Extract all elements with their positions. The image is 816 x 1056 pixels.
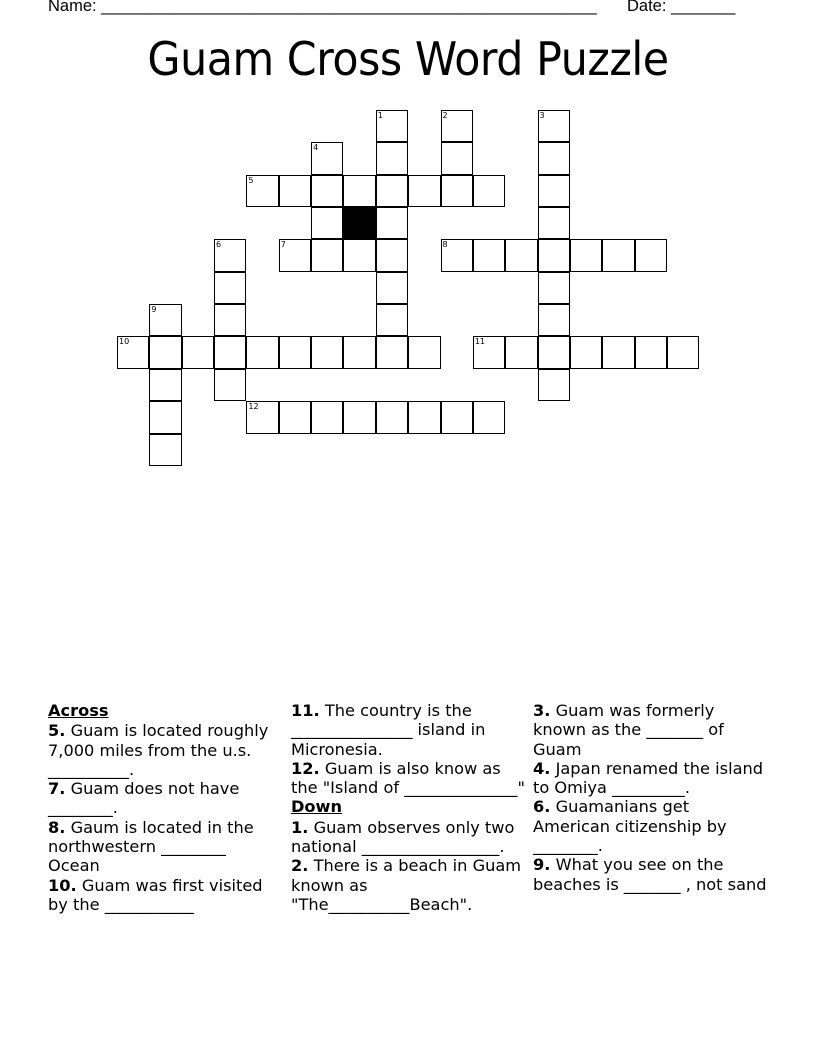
grid-cell[interactable] (149, 401, 181, 433)
grid-cell[interactable] (441, 401, 473, 433)
clue-across-10: 10. Guam was first visited by the ___________ (48, 875, 263, 914)
clue-number: 12 (248, 402, 259, 412)
clue-across-8: 8. Gaum is located in the northwestern ________ Ocean (48, 817, 254, 876)
grid-cell[interactable] (602, 336, 634, 368)
grid-cell[interactable] (538, 110, 570, 142)
name-field[interactable]: Name: ______________________________________________________ (48, 0, 597, 15)
date-field[interactable]: Date: _______ (627, 0, 736, 15)
clue-across-11: 11. The country is the _______________ island in Micronesia. (291, 701, 486, 759)
crossword-grid (0, 0, 816, 480)
grid-cell[interactable] (408, 336, 440, 368)
clue-number: 5 (248, 175, 254, 185)
grid-cell[interactable] (279, 401, 311, 433)
grid-cell[interactable] (343, 401, 375, 433)
grid-cell[interactable] (538, 142, 570, 174)
clues-column-3 (533, 701, 769, 894)
across-heading: Across (48, 701, 109, 720)
grid-cell[interactable] (570, 239, 602, 271)
grid-cell[interactable] (635, 239, 667, 271)
grid-cell[interactable] (505, 336, 537, 368)
grid-cell[interactable] (279, 239, 311, 271)
grid-cell[interactable] (117, 336, 149, 368)
grid-cell[interactable] (311, 207, 343, 239)
grid-cell[interactable] (441, 175, 473, 207)
grid-block (343, 207, 375, 239)
grid-cell[interactable] (538, 175, 570, 207)
grid-cell[interactable] (473, 175, 505, 207)
grid-cell[interactable] (246, 175, 278, 207)
clue-across-5: 5. Guam is located roughly 7,000 miles from the u.s. __________. (48, 721, 269, 779)
clue-number: 2 (442, 111, 448, 120)
clue-number: 4 (313, 143, 319, 153)
grid-cell[interactable] (376, 142, 408, 174)
clue-number: 1 (377, 111, 383, 120)
grid-cell[interactable] (214, 369, 246, 401)
grid-cell[interactable] (538, 369, 570, 401)
grid-cell[interactable] (376, 207, 408, 239)
grid-cell[interactable] (505, 239, 537, 271)
grid-cell[interactable] (149, 434, 181, 466)
grid-cell[interactable] (473, 336, 505, 368)
clues-column-1 (48, 701, 273, 914)
clues-column-2 (291, 701, 527, 914)
grid-cell[interactable] (441, 142, 473, 174)
grid-cell[interactable] (538, 239, 570, 271)
grid-cell[interactable] (441, 239, 473, 271)
clue-number: 10 (119, 337, 130, 347)
clue-number: 3 (539, 111, 545, 120)
grid-cell[interactable] (602, 239, 634, 271)
grid-cell[interactable] (214, 272, 246, 304)
clue-number: 11 (474, 337, 486, 347)
clue-down-1: 1. Guam observes only two national _________________. (291, 817, 515, 857)
grid-cell[interactable] (149, 369, 181, 401)
page-title: Guam Cross Word Puzzle (147, 32, 669, 86)
grid-cell[interactable] (376, 272, 408, 304)
grid-cell[interactable] (538, 207, 570, 239)
grid-cell[interactable] (408, 175, 440, 207)
grid-cell[interactable] (667, 336, 699, 368)
grid-cell[interactable] (214, 336, 246, 368)
clue-number: 7 (280, 240, 286, 250)
clue-number: 6 (216, 240, 222, 250)
clue-down-6: 6. Guamanians get American citizenship by ________. (533, 797, 727, 856)
grid-cell[interactable] (246, 401, 278, 433)
grid-cell[interactable] (279, 336, 311, 368)
clue-down-2: 2. There is a beach in Guam known as "The__________Beach". (291, 856, 522, 914)
grid-cell[interactable] (311, 401, 343, 433)
grid-cell[interactable] (343, 239, 375, 271)
grid-cell[interactable] (343, 336, 375, 368)
grid-cell[interactable] (473, 401, 505, 433)
grid-cell[interactable] (343, 175, 375, 207)
clue-down-9: 9. What you see on the beaches is _______ , not sand (533, 855, 767, 894)
clue-down-4: 4. Japan renamed the island to Omiya _________. (533, 758, 764, 798)
grid-cell[interactable] (473, 239, 505, 271)
clue-down-3: 3. Guam was formerly known as the _______ of Guam (533, 701, 724, 759)
grid-cell[interactable] (376, 175, 408, 207)
grid-cell[interactable] (538, 336, 570, 368)
grid-cell[interactable] (311, 336, 343, 368)
grid-cell[interactable] (149, 336, 181, 368)
grid-cell[interactable] (376, 239, 408, 271)
grid-cell[interactable] (376, 110, 408, 142)
clue-number: 8 (442, 240, 448, 250)
grid-cell[interactable] (570, 336, 602, 368)
grid-cell[interactable] (311, 239, 343, 271)
grid-cell[interactable] (149, 304, 181, 336)
grid-cell[interactable] (311, 142, 343, 174)
grid-cell[interactable] (311, 175, 343, 207)
clue-number: 9 (151, 305, 157, 315)
clue-across-12: 12. Guam is also know as the "Island of ______________" (291, 758, 525, 798)
grid-cell[interactable] (214, 239, 246, 271)
grid-cell[interactable] (279, 175, 311, 207)
grid-cell[interactable] (376, 304, 408, 336)
grid-cell[interactable] (635, 336, 667, 368)
clue-across-7: 7. Guam does not have ________. (48, 779, 240, 818)
grid-cell[interactable] (538, 304, 570, 336)
grid-cell[interactable] (214, 304, 246, 336)
down-heading: Down (291, 797, 343, 817)
grid-cell[interactable] (182, 336, 214, 368)
grid-cell[interactable] (441, 110, 473, 142)
grid-cell[interactable] (376, 401, 408, 433)
grid-cell[interactable] (376, 336, 408, 368)
grid-cell[interactable] (246, 336, 278, 368)
grid-cell[interactable] (408, 401, 440, 433)
grid-cell[interactable] (538, 272, 570, 304)
